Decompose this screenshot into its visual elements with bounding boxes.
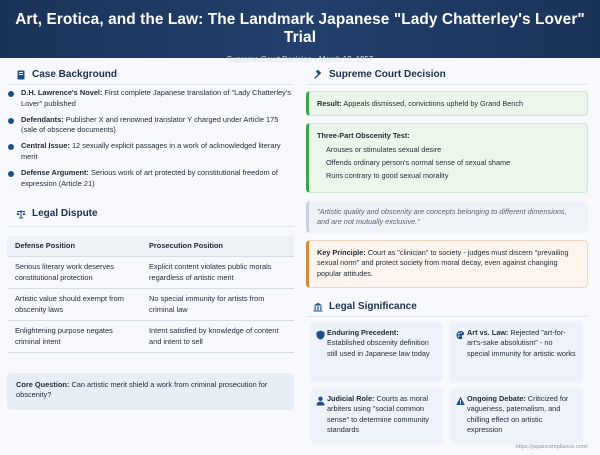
table-row: [7, 289, 294, 321]
table-cell: Serious literary work deserves constitutional protection: [7, 257, 141, 289]
case-background-heading: [16, 69, 117, 80]
divider: [306, 316, 588, 317]
supreme-court-decision-heading: [313, 69, 446, 80]
page-subtitle: Supreme Court Decision • March 13, 1957: [226, 55, 374, 64]
legal-significance-title: Legal Significance: [329, 301, 417, 312]
significance-card-text: Enduring Precedent: Established obscenity definition still used in Japanese law today: [327, 328, 430, 358]
case-background-title: Case Background: [32, 69, 118, 80]
page-title: Art, Erotica, and the Law: The Landmark Japanese "Lady Chatterley's Lover" Trial: [15, 11, 585, 46]
table-row: [7, 321, 294, 353]
court-quote: "Artistic quality and obscenity are concepts belonging to different dimensions, and are not mutually exclusive.": [306, 201, 588, 233]
significance-card-art-vs-law: [450, 322, 583, 382]
book-icon: [16, 70, 26, 80]
key-principle-box: [306, 240, 588, 288]
list-item: Runs contrary to good sexual morality: [326, 171, 449, 181]
institution-icon: [313, 302, 323, 312]
shield-icon: [316, 330, 325, 340]
divider: [7, 84, 294, 85]
table-header-row: [7, 236, 294, 257]
list-item: Central Issue: 12 sexually explicit passages in a work of acknowledged literary merit: [7, 141, 292, 162]
result-box: [306, 91, 588, 116]
supreme-court-decision-title: Supreme Court Decision: [329, 69, 446, 80]
dispute-table: [7, 236, 294, 353]
legal-dispute-title: Legal Dispute: [32, 208, 98, 219]
table-cell: Intent satisfied by knowledge of content and intent to sell: [141, 321, 294, 353]
legal-significance-heading: [313, 301, 417, 312]
result-text: Appeals dismissed, convictions upheld by Grand Bench: [341, 99, 524, 108]
warning-icon: [456, 396, 465, 406]
background-list: [7, 88, 292, 195]
user-icon: [316, 396, 325, 406]
significance-card-text: Ongoing Debate: Criticized for vagueness, paternalism, and chilling effect on artistic expression: [467, 394, 569, 435]
key-principle-text: Court as "clinician" to society - judges must discern "prevailing sexual norm" and protect society from moral decay, even against changing popular attitudes.: [317, 248, 569, 278]
list-item: Defense Argument: Serious work of art protected by constitutional freedom of expression (Article 21): [7, 168, 292, 189]
obscenity-test-title: Three-Part Obscenity Test:: [317, 131, 410, 140]
core-question-text: Can artistic merit shield a work from criminal prosecution for obscenity?: [16, 380, 268, 400]
core-question-label: Core Question:: [16, 380, 70, 389]
table-cell: Explicit content violates public morals regardless of artistic merit: [141, 257, 294, 289]
column-header-prosecution: Prosecution Position: [141, 236, 294, 257]
significance-card-ongoing-debate: [450, 388, 583, 444]
significance-card-judicial-role: [310, 388, 443, 444]
significance-card-precedent: [310, 322, 443, 382]
obscenity-test-box: [306, 123, 588, 193]
table-cell: Enlightening purpose negates criminal intent: [7, 321, 141, 353]
key-principle-label: Key Principle:: [317, 248, 366, 257]
palette-icon: [456, 330, 465, 340]
significance-card-text: Art vs. Law: Rejected "art-for-art's-sake absolutism" - no special immunity for artistic works: [467, 328, 576, 358]
page-header: [0, 0, 600, 64]
divider: [306, 84, 588, 85]
list-item: Arouses or stimulates sexual desire: [326, 145, 442, 155]
list-item: D.H. Lawrence's Novel: First complete Japanese translation of "Lady Chatterley's Lover" published: [7, 88, 292, 109]
table-cell: Artistic value should exempt from obscenity laws: [7, 289, 141, 321]
significance-card-text: Judicial Role: Courts as moral arbiters using "social common sense" to determine community standards: [327, 394, 429, 435]
legal-dispute-heading: [16, 208, 98, 219]
table-row: [7, 257, 294, 289]
divider: [7, 226, 294, 227]
scales-icon: [16, 209, 26, 219]
core-question-box: [7, 373, 294, 410]
column-header-defense: Defense Position: [7, 236, 141, 257]
list-item: Offends ordinary person's normal sense of sexual shame: [326, 158, 511, 168]
gavel-icon: [313, 70, 323, 80]
list-item: Defendants: Publisher X and renowned translator Y charged under Article 175 (sale of obscene documents): [7, 115, 292, 136]
result-label: Result:: [317, 99, 342, 108]
table-cell: No special immunity for artists from criminal law: [141, 289, 294, 321]
footer-url: https://japancompliance.com/: [515, 444, 588, 450]
